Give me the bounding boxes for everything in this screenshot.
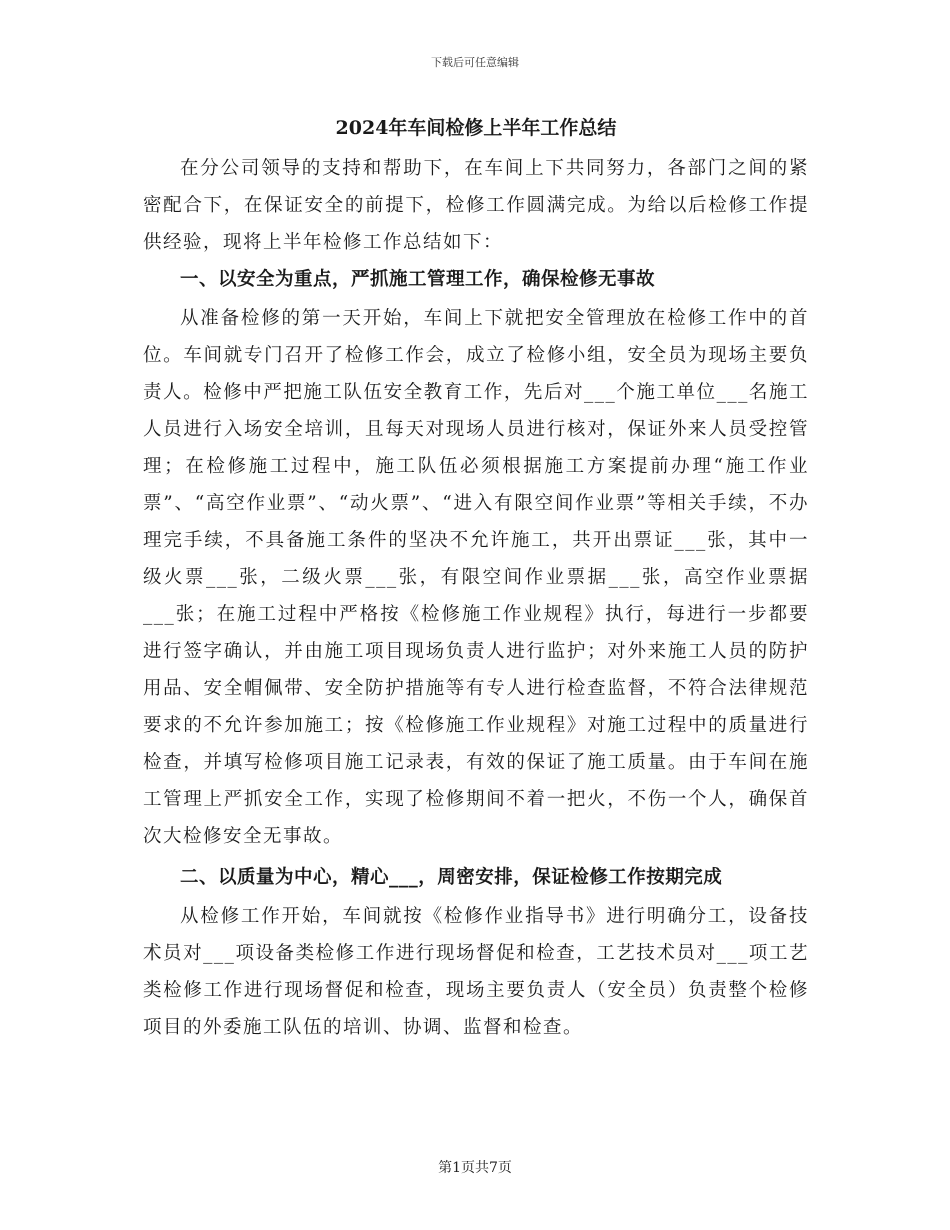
section-1-paragraph: 从准备检修的第一天开始，车间上下就把安全管理放在检修工作中的首位。车间就专门召开了检修工作会，成立了检修小组，安全员为现场主要负责人。检修中严把施工队伍安全教育工作，先后对___个施工单位___名施工人员进行入场安全培训，且每天对现场人员进行核对，保证外来人员受控管理；在检修施工过程中，施工队伍必须根据施工方案提前办理“施工作业票”、“高空作业票”、“动火票”、“进入有限空间作业票”等相关手续，不办理完手续，不具备施工条件的坚决不允许施工，共开出票证___张，其中一级火票___张，二级火票___张，有限空间作业票据___张，高空作业票据___张；在施工过程中严格按《检修施工作业规程》执行，每进行一步都要进行签字确认，并由施工项目现场负责人进行监护；对外来施工人员的防护用品、安全帽佩带、安全防护措施等有专人进行检查监督，不符合法律规范要求的不允许参加施工；按《检修施工作业规程》对施工过程中的质量进行检查，并填写检修项目施工记录表，有效的保证了施工质量。由于车间在施工管理上严抓安全工作，实现了检修期间不着一把火，不伤一个人，确保首次大检修安全无事故。: [143, 308, 809, 847]
page-header-note: 下载后可任意编辑: [431, 56, 519, 69]
section-2-paragraph: 从检修工作开始，车间就按《检修作业指导书》进行明确分工，设备技术员对___项设备类检修工作进行现场督促和检查，工艺技术员对___项工艺类检修工作进行现场督促和检查，现场主要负责人（安全员）负责整个检修项目的外委施工队伍的培训、协调、监督和检查。: [143, 906, 809, 1038]
document-title: 2024年车间检修上半年工作总结: [335, 117, 617, 139]
section-1-heading: 一、以安全为重点，严抓施工管理工作，确保检修无事故: [180, 269, 656, 290]
page-number-footer: 第1页共7页: [438, 1160, 512, 1176]
section-2-heading: 二、以质量为中心，精心___，周密安排，保证检修工作按期完成: [180, 867, 723, 888]
document-body: [143, 112, 809, 1046]
intro-paragraph: 在分公司领导的支持和帮助下，在车间上下共同努力，各部门之间的紧密配合下，在保证安全的前提下，检修工作圆满完成。为给以后检修工作提供经验，现将上半年检修工作总结如下：: [143, 158, 809, 253]
